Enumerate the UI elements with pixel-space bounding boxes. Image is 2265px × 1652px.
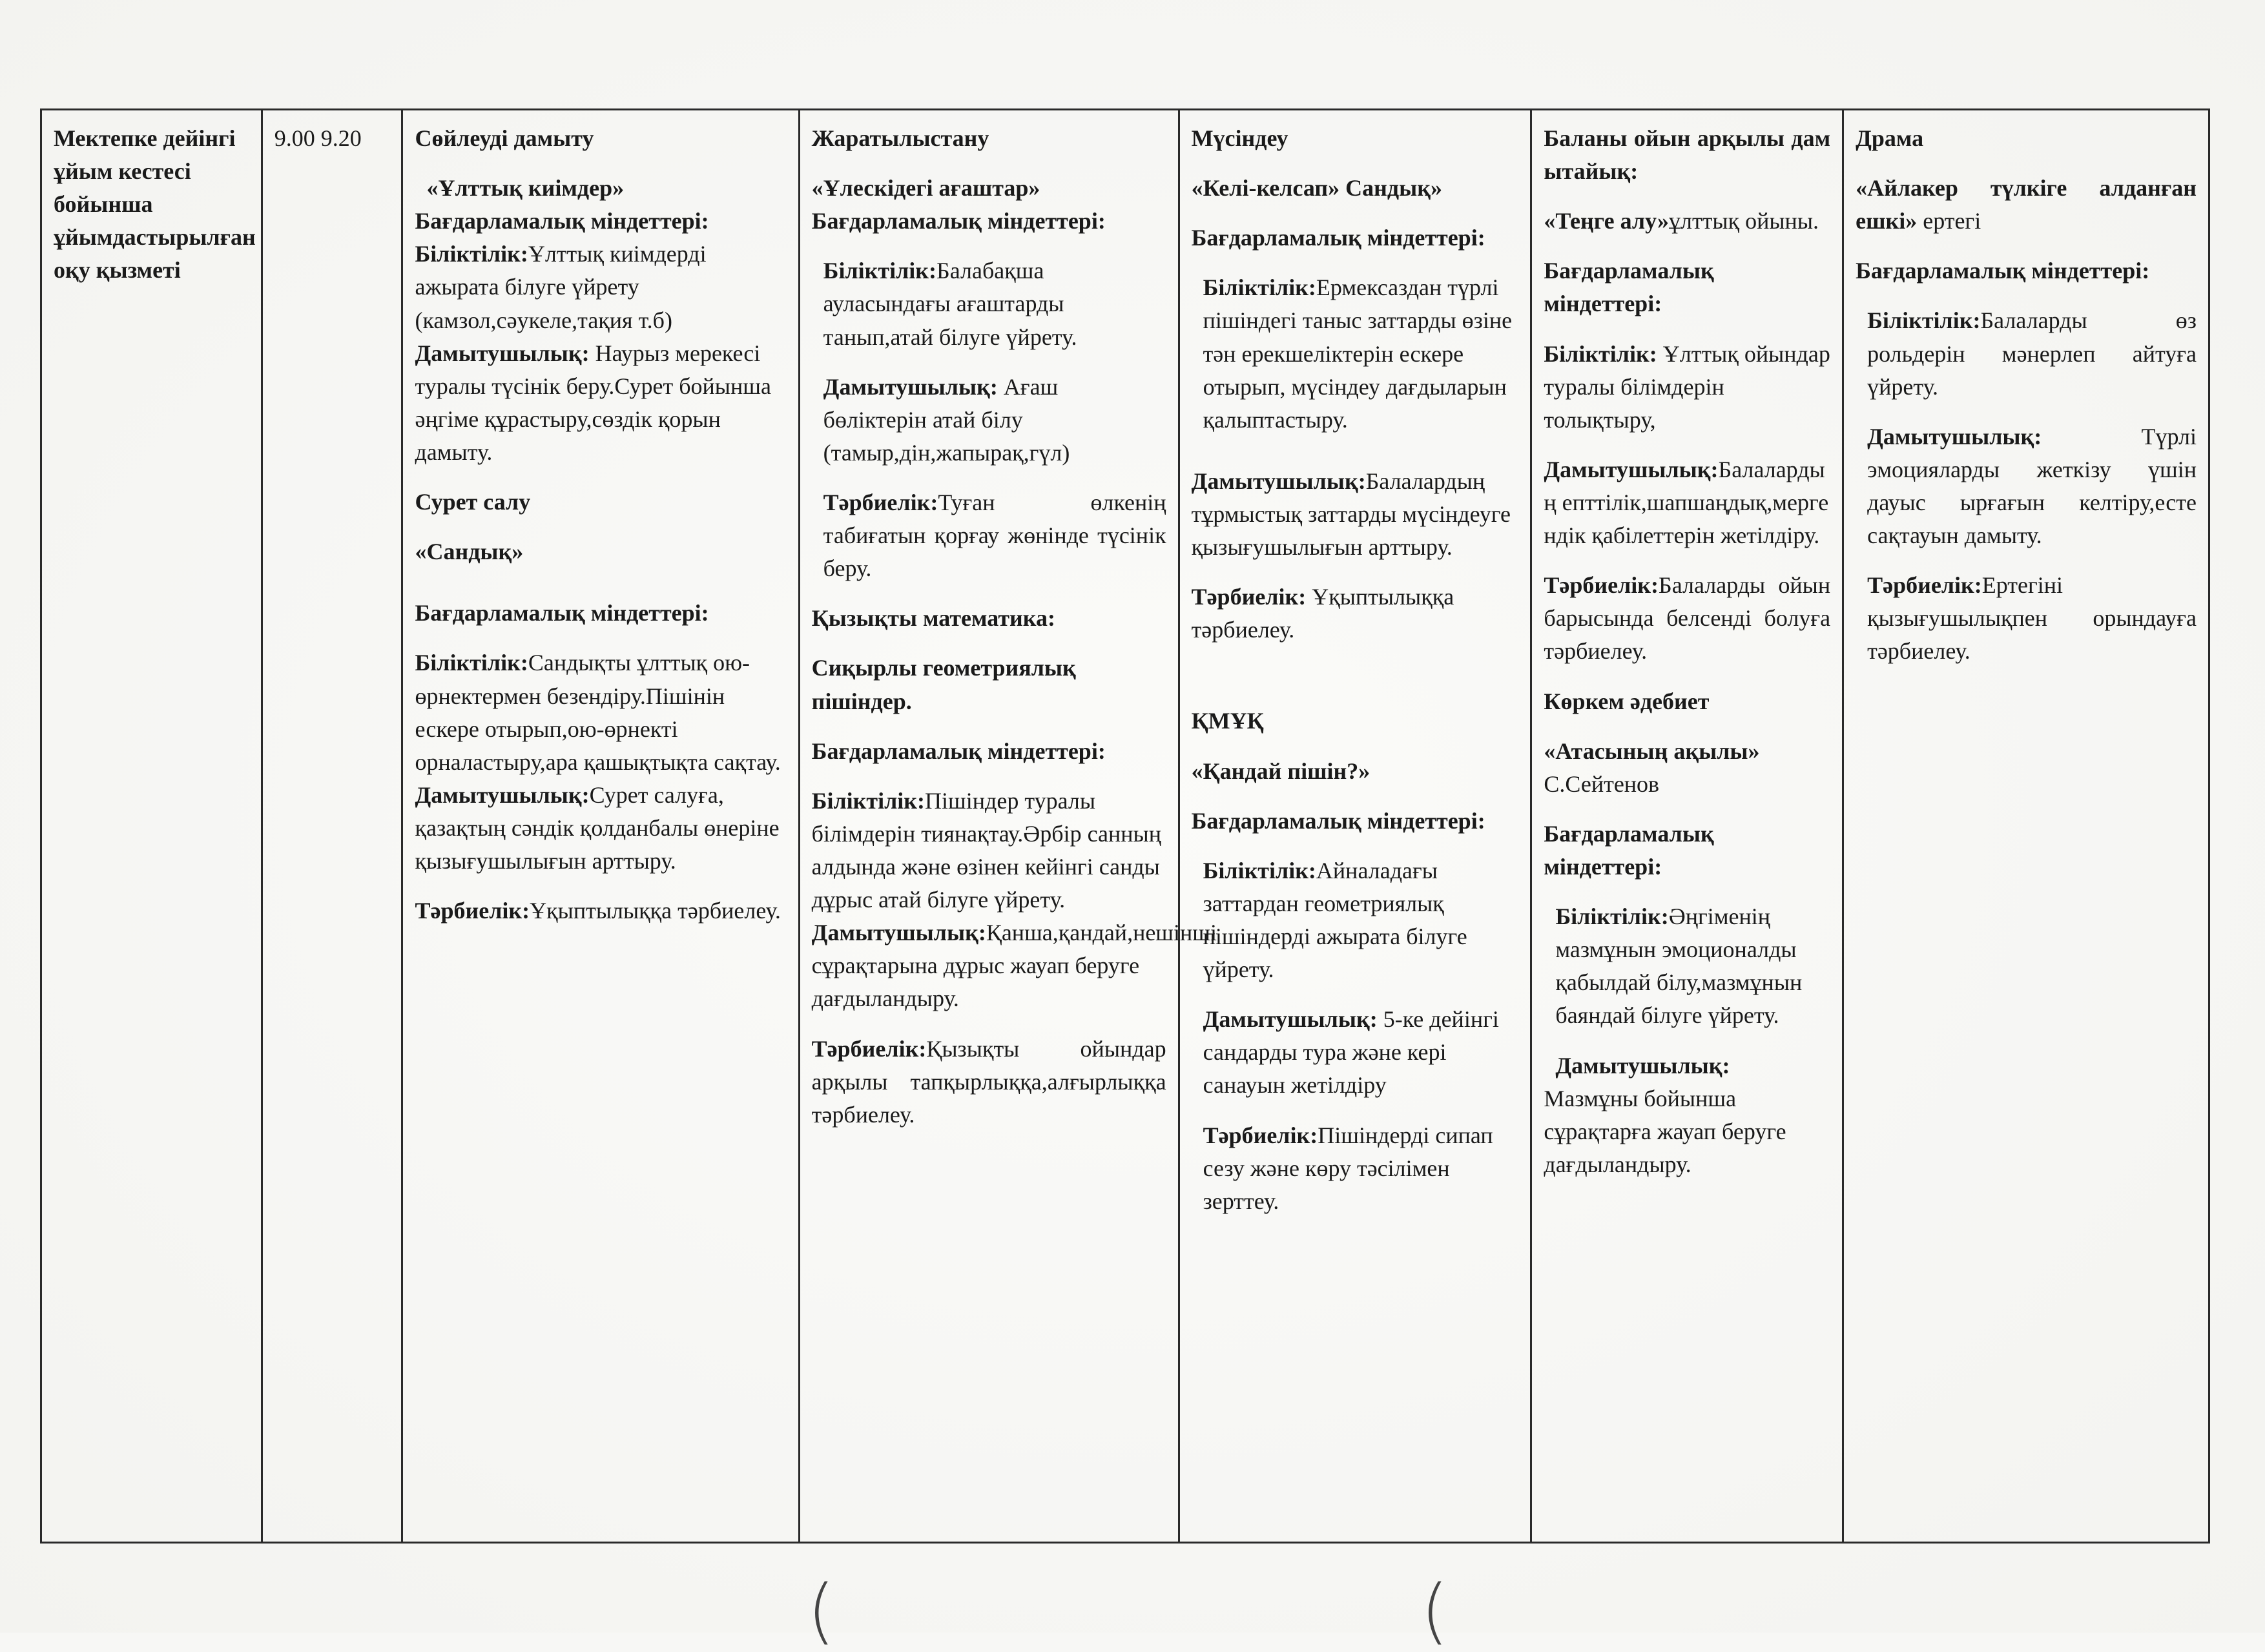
- skill-text: Ұлттық киімдерді ажырата білуге үйрету (камзол,сәукеле,тақия т.б): [415, 241, 707, 333]
- skill-text: Әңгіменің мазмұнын эмоционалды қабылдай білу,мазмұнын баяндай білуге үйрету.: [1555, 903, 1803, 1029]
- skill-paragraph: [812, 785, 1166, 916]
- lesson-topic: «Атасының ақылы»: [1544, 738, 1760, 764]
- skill-label: Біліктілік:: [415, 650, 528, 676]
- develop-paragraph: [415, 337, 786, 469]
- skill-paragraph: [415, 646, 786, 778]
- skill-paragraph: [1192, 854, 1519, 986]
- skill-label: Біліктілік:: [823, 258, 937, 284]
- upbringing-label: Тәрбиелік:: [1191, 584, 1307, 610]
- lesson-topic-rest: ұлттық ойыны.: [1669, 208, 1819, 234]
- develop-text: Балалардың епттілік,шапшаңдық,мергендік қабілеттерін жетілдіру.: [1544, 456, 1829, 549]
- skill-paragraph: [812, 254, 1166, 353]
- upbringing-label: Тәрбиелік:: [823, 489, 938, 515]
- subject-title: Драма: [1856, 125, 1924, 151]
- develop-paragraph: [415, 779, 786, 878]
- subject-title: Мүсіндеу: [1191, 125, 1288, 151]
- develop-text: Қанша,қандай,нешінші сұрақтарына дұрыс жауап беруге дағдыландыру.: [811, 920, 1217, 1012]
- upbringing-paragraph: [1856, 569, 2197, 668]
- program-heading: Бағдарламалық міндеттері:: [811, 208, 1106, 234]
- day-cell-3: [1179, 110, 1531, 1543]
- program-heading: Бағдарламалық міндеттері:: [1856, 258, 2150, 284]
- program-heading: Бағдарламалық міндеттері:: [1191, 225, 1485, 251]
- day-cell-5: [1843, 110, 2209, 1543]
- lesson-topic-rest: ертегі: [1923, 208, 1981, 234]
- skill-paragraph: [1856, 304, 2197, 403]
- table-row: [41, 110, 2209, 1543]
- skill-label: Біліктілік:: [1544, 340, 1657, 367]
- develop-text: Ағаш бөліктерін атай білу (тамыр,дін,жапырақ,гүл): [823, 373, 1070, 466]
- upbringing-label: Тәрбиелік:: [811, 1035, 927, 1062]
- develop-label: Дамытушылық:: [811, 920, 986, 946]
- upbringing-text: Қызықты ойындар арқылы тапқырлыққа,алғырлыққа тәрбиелеу.: [811, 1035, 1166, 1128]
- develop-paragraph: [1856, 420, 2197, 552]
- skill-label: Біліктілік:: [1555, 903, 1669, 930]
- upbringing-paragraph: [1544, 569, 1830, 668]
- upbringing-text: Ұқыптылыққа тәрбиелеу.: [1191, 584, 1454, 643]
- day-cell-4: [1531, 110, 1843, 1543]
- skill-text: Балабақша ауласындағы ағаштарды танып,атай білуге үйрету.: [823, 258, 1077, 350]
- develop-label: Дамытушылық:: [415, 781, 590, 808]
- row-header: Мектепке дейінгі ұйым кестесі бойынша ұйымдастырылған оқу қызметі: [54, 125, 256, 284]
- skill-paragraph: [1544, 900, 1830, 1032]
- day-cell-1: [402, 110, 799, 1543]
- develop-paragraph: [812, 371, 1166, 470]
- program-heading: Бағдарламалық міндеттері:: [415, 208, 709, 234]
- lesson-topic: «Келі-келсап» Сандық»: [1191, 175, 1442, 201]
- lesson-topic: «Теңге алу»: [1544, 208, 1669, 234]
- lesson-topic: «Ұлескідегі ағаштар»: [811, 175, 1040, 201]
- skill-paragraph: [1192, 271, 1519, 437]
- binder-hole-mark: (: [807, 1569, 835, 1652]
- skill-text: Пішіндер туралы білімдерін тиянақтау.Әрбір санның алдында және өзінен кейінгі санды дұрыс атай білуге үйрету.: [811, 787, 1162, 913]
- develop-paragraph: [1544, 453, 1830, 552]
- day-cell-2: [799, 110, 1217, 1543]
- binder-hole-mark: (: [1421, 1569, 1449, 1652]
- subject-title: Қызықты математика:: [811, 605, 1055, 632]
- skill-text: Айналадағы заттардан геометриялық пішіндерді ажырата білуге үйрету.: [1203, 857, 1467, 983]
- develop-text: Балалардың тұрмыстық заттарды мүсіндеуге қызығушылығын арттыру.: [1191, 468, 1511, 561]
- time-cell: [262, 110, 402, 1543]
- upbringing-text: Ертегіні қызығушылықпен орындауға тәрбиелеу.: [1867, 572, 2197, 665]
- skill-label: Біліктілік:: [1203, 857, 1316, 883]
- develop-label: Дамытушылық:: [415, 340, 590, 366]
- lesson-topic: «Айлакер түлкіге алданған ешкі»: [1856, 175, 2197, 234]
- develop-paragraph: [1192, 465, 1519, 564]
- develop-label: Дамытушылық:: [1191, 468, 1366, 494]
- row-header-cell: [41, 110, 262, 1543]
- lesson-topic-line: [1544, 205, 1830, 238]
- upbringing-label: Тәрбиелік:: [1544, 572, 1659, 599]
- skill-label: Біліктілік:: [1203, 274, 1316, 301]
- develop-text: 5-ке дейінгі сандарды тура және кері санауын жетілдіру: [1203, 1006, 1499, 1099]
- skill-text: Балаларды өз рольдерін мәнерлеп айтуға үйрету.: [1867, 307, 2197, 400]
- skill-text: Ермексаздан түрлі пішіндегі таныс заттарды өзіне тән ерекшеліктерін ескере отырып, мүсіндеу дағдыларын қалыптастыру.: [1203, 274, 1513, 433]
- upbringing-label: Тәрбиелік:: [415, 898, 530, 924]
- develop-label: Дамытушылық:: [1544, 456, 1719, 482]
- skill-paragraph: [415, 238, 786, 336]
- subject-title: Көркем әдебиет: [1544, 688, 1710, 714]
- lesson-plan-table: [40, 108, 2210, 1544]
- subject-title: Жаратылыстану: [811, 125, 989, 151]
- program-heading: Бағдарламалық міндеттері:: [1544, 820, 1714, 880]
- upbringing-text: Туған өлкенің табиғатын қорғау жөнінде түсінік беру.: [823, 489, 1166, 582]
- program-heading: Бағдарламалық міндеттері:: [1191, 807, 1485, 834]
- develop-label: Дамытушылық:: [1203, 1006, 1378, 1033]
- develop-paragraph: [1544, 1049, 1830, 1082]
- upbringing-paragraph: [812, 1033, 1166, 1131]
- develop-text: Түрлі эмоцияларды жеткізу үшін дауыс ырғағын келтіру,есте сақтауын дамыту.: [1867, 423, 2197, 549]
- upbringing-paragraph: [415, 894, 786, 927]
- subject-title: Сурет салу: [415, 489, 531, 515]
- skill-text: Сандықты ұлттық ою-өрнектермен безендіру.Пішінін ескере отырып,ою-өрнекті орналастыру,ара қашықтықта сақтау.: [415, 650, 781, 775]
- develop-label: Дамытушылық:: [1867, 423, 2042, 449]
- upbringing-text: Балаларды ойын барысында белсенді болуға тәрбиелеу.: [1544, 572, 1831, 665]
- skill-label: Біліктілік:: [415, 241, 528, 267]
- lesson-topic: «Қандай пішін?»: [1191, 758, 1370, 784]
- lesson-topic: «Ұлттық киімдер»: [426, 175, 625, 201]
- upbringing-paragraph: [812, 486, 1166, 585]
- upbringing-label: Тәрбиелік:: [1203, 1122, 1318, 1148]
- skill-paragraph: [1544, 338, 1830, 437]
- upbringing-label: Тәрбиелік:: [1867, 572, 1982, 599]
- program-heading: Бағдарламалық міндеттері:: [1544, 258, 1714, 317]
- author-name: С.Сейтенов: [1544, 770, 1660, 797]
- lesson-topic: «Сандық»: [415, 539, 524, 565]
- develop-paragraph: [1192, 1003, 1519, 1102]
- develop-label: Дамытушылық:: [823, 373, 998, 400]
- lesson-topic: Сиқырлы геометриялық пішіндер.: [811, 655, 1076, 714]
- skill-label: Біліктілік:: [811, 787, 926, 814]
- develop-label: Дамытушылық:: [1555, 1052, 1730, 1079]
- skill-label: Біліктілік:: [1867, 307, 1981, 334]
- upbringing-paragraph: [1192, 1119, 1519, 1218]
- upbringing-paragraph: [1192, 581, 1519, 646]
- develop-text: Сурет салуға, қазақтың сәндік қолданбалы өнеріне қызығушылығын арттыру.: [415, 781, 780, 874]
- subject-title: Сөйлеуді дамыту: [415, 125, 594, 151]
- develop-text: Наурыз мерекесі туралы түсінік беру.Сурет бойынша әңгіме құрастыру,сөздік қорын дамыту.: [415, 340, 771, 465]
- upbringing-text: Ұқыптылыққа тәрбиелеу.: [530, 898, 781, 924]
- develop-text: Мазмұны бойынша сұрақтарға жауап беруге дағдыландыру.: [1544, 1085, 1786, 1177]
- subject-title: Баланы ойын арқылы дам ытайық:: [1544, 125, 1831, 185]
- lesson-topic-line: [1856, 172, 2197, 238]
- subject-title: ҚМҰҚ: [1191, 708, 1264, 734]
- upbringing-text: Пішіндерді сипап сезу және көру тәсілімен зерттеу.: [1203, 1122, 1493, 1214]
- program-heading: Бағдарламалық міндеттері:: [811, 738, 1106, 764]
- skill-text: Ұлттық ойындар туралы білімдерін толықтыру,: [1544, 340, 1830, 433]
- develop-paragraph: [811, 916, 1217, 1015]
- time-label: 9.00 9.20: [274, 125, 362, 151]
- program-heading: Бағдарламалық міндеттері:: [415, 600, 709, 626]
